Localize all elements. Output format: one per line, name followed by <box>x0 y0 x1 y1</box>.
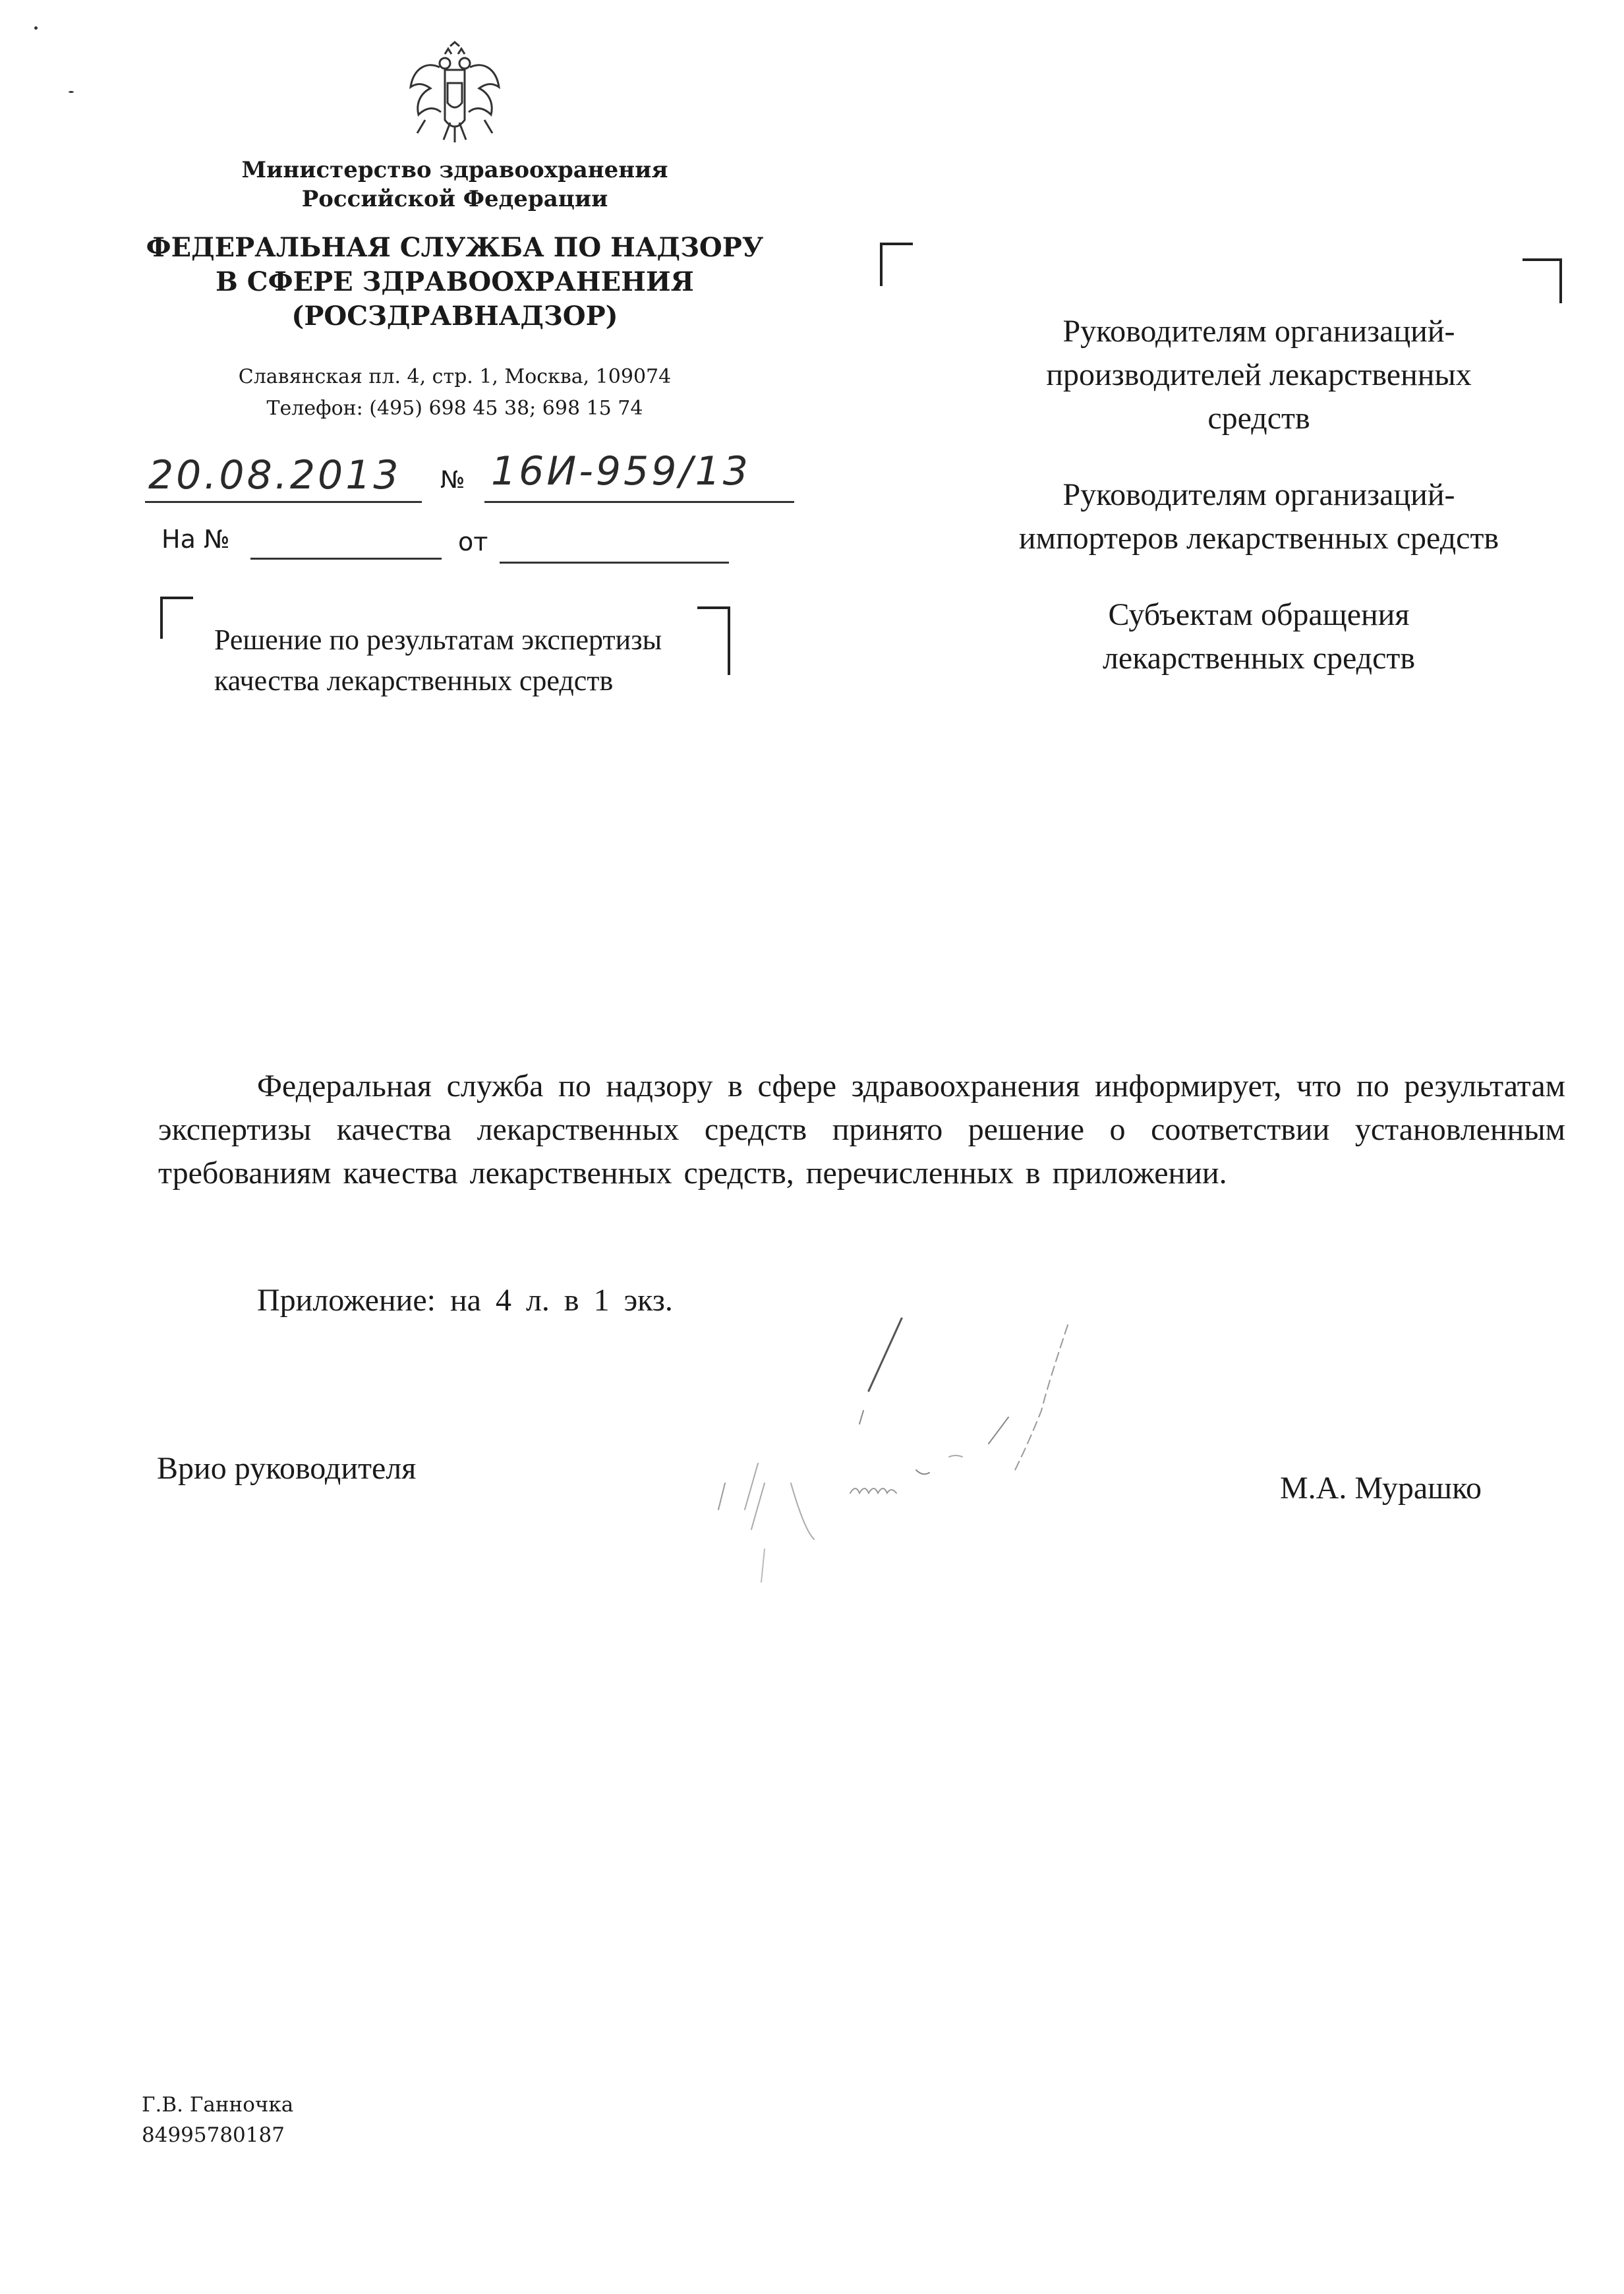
addressee-line: импортеров лекарственных средств <box>1018 521 1499 556</box>
number-sign: № <box>440 467 465 494</box>
reply-to-field <box>250 558 442 560</box>
addressee-line: Субъектам обращения <box>1108 597 1410 632</box>
subject-bracket-left <box>160 597 193 639</box>
letter-number: 16И-959/13 <box>491 448 751 494</box>
letter-body: Федеральная служба по надзору в сфере здравоохранения информирует, что по результатам экспертизы качества лекарственных средств принято решение о соответствии установленным требованиям качества лекарственных средств, перечисленных в приложении. <box>158 1069 1565 1191</box>
double-headed-eagle-emblem-icon <box>405 41 504 153</box>
scan-speck <box>34 26 38 30</box>
service-address <box>198 361 712 425</box>
ministry-line: Министерство здравоохранения <box>241 157 668 183</box>
number-underline <box>484 501 794 503</box>
addressee-line: производителей лекарственных <box>1046 357 1472 392</box>
from-label: от <box>458 527 488 556</box>
service-line: ФЕДЕРАЛЬНАЯ СЛУЖБА ПО НАДЗОРУ <box>146 232 764 263</box>
from-field <box>500 562 729 564</box>
addressee-line: Руководителям организаций- <box>1062 314 1455 349</box>
addressee-importers <box>962 473 1555 560</box>
service-name <box>132 231 778 334</box>
addressee-line: Руководителям организаций- <box>1062 477 1455 512</box>
executor-contact <box>142 2090 293 2150</box>
addressee-subjects <box>962 593 1555 680</box>
letter-date: 20.08.2013 <box>148 452 401 498</box>
address-line: Славянская пл. 4, стр. 1, Москва, 109074 <box>238 365 672 388</box>
executor-phone: 84995780187 <box>142 2123 285 2147</box>
ministry-line: Российской Федерации <box>301 186 608 212</box>
addressee-manufacturers <box>962 310 1555 440</box>
addressee-line: средств <box>1207 401 1310 436</box>
executor-name: Г.В. Ганночка <box>142 2093 294 2117</box>
subject-line: качества лекарственных средств <box>214 664 614 697</box>
reply-to-label: На № <box>161 525 230 554</box>
ministry-name <box>198 156 712 214</box>
addressee-bracket-left <box>880 243 913 286</box>
signatory-title: Врио руководителя <box>157 1451 417 1486</box>
attachment-note: Приложение: на 4 л. в 1 экз. <box>257 1283 673 1318</box>
scan-speck <box>69 91 74 93</box>
letter-subject <box>214 620 755 701</box>
signatory-name: М.А. Мурашко <box>1280 1471 1482 1506</box>
service-line: В СФЕРЕ ЗДРАВООХРАНЕНИЯ <box>216 266 694 297</box>
subject-line: Решение по результатам экспертизы <box>214 624 662 656</box>
phone-line: Телефон: (495) 698 45 38; 698 15 74 <box>266 397 643 420</box>
addressee-list <box>962 310 1555 713</box>
date-underline <box>145 501 422 503</box>
addressee-bracket-right <box>1522 258 1562 303</box>
addressee-line: лекарственных средств <box>1102 641 1416 676</box>
handwritten-signature-icon <box>699 1312 1160 1622</box>
service-line: (РОСЗДРАВНАДЗОР) <box>291 301 618 332</box>
